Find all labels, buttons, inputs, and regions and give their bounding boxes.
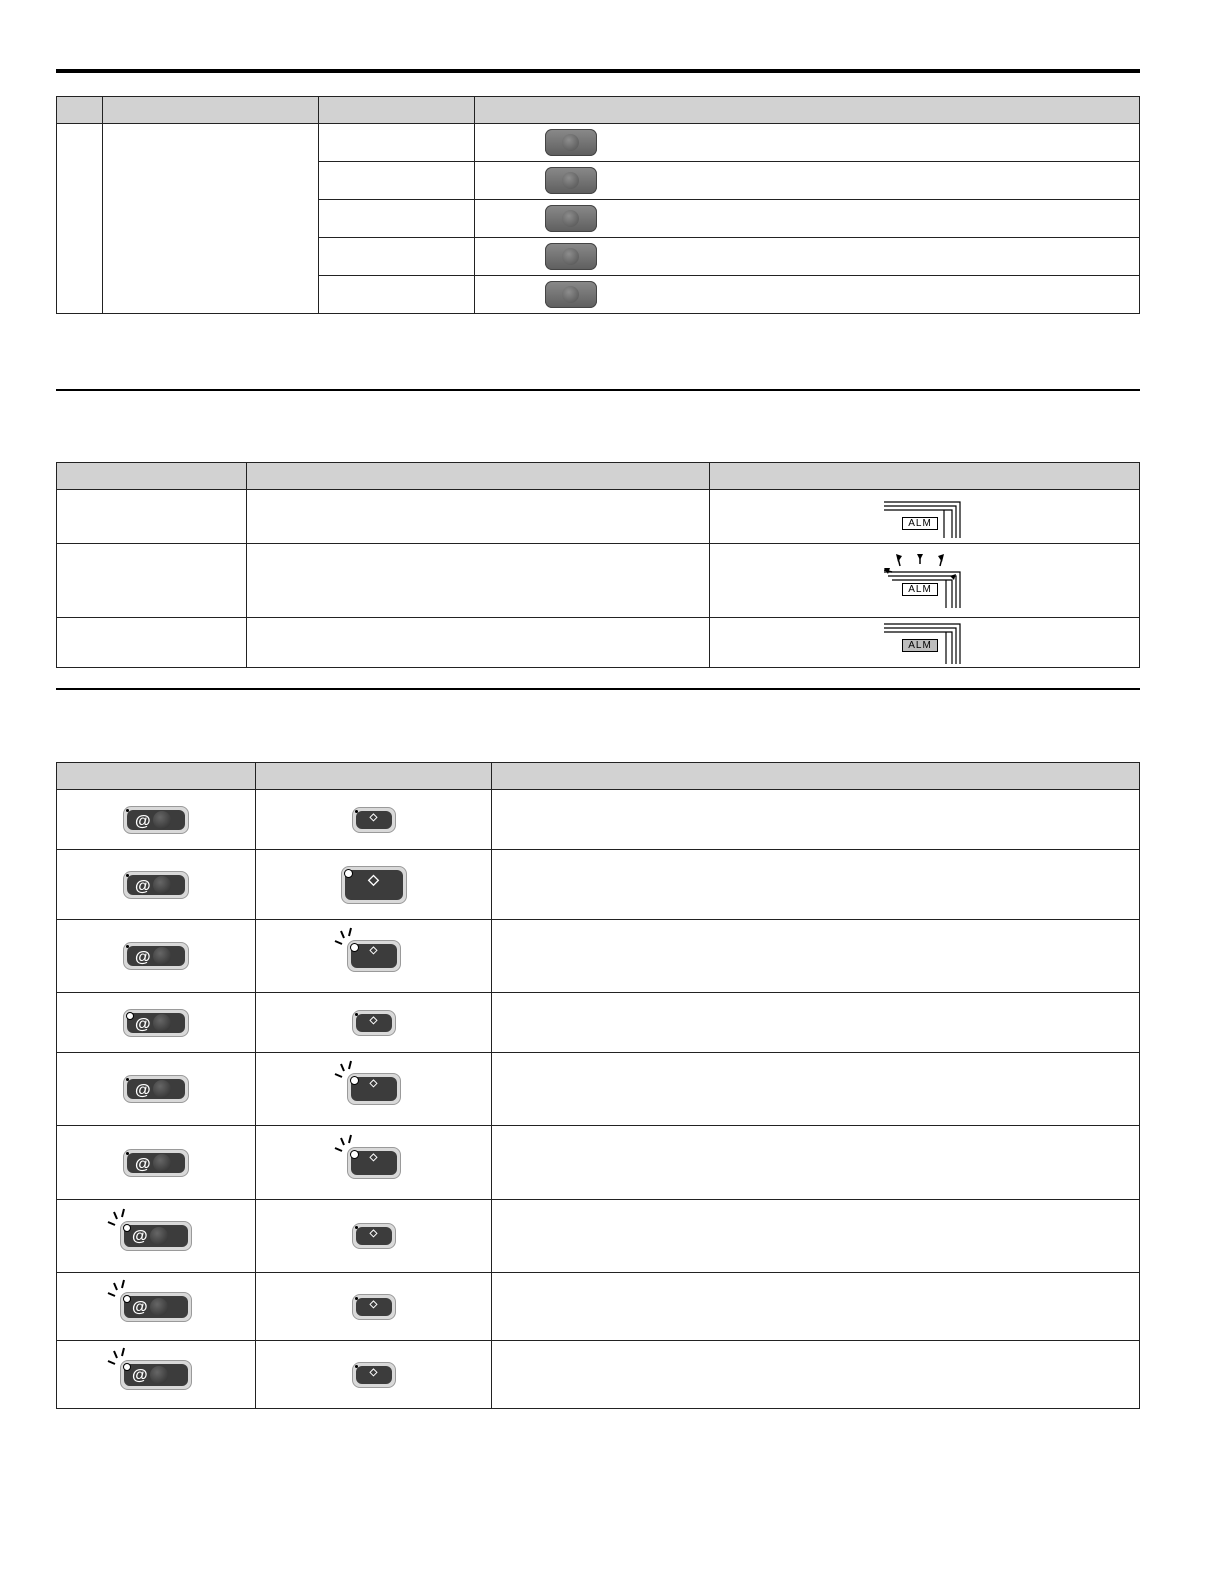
- stop-key-icon: [347, 1147, 401, 1179]
- stop-key-icon: [352, 1223, 396, 1249]
- header-cell: [247, 463, 710, 490]
- run-led-cell: [57, 790, 256, 850]
- led-key-icon: [545, 205, 597, 232]
- blinking-rays-icon: [105, 1279, 131, 1302]
- stop-led-dot: [355, 1226, 358, 1229]
- header-cell: [57, 463, 247, 490]
- run-stop-led-table: [56, 762, 1140, 1409]
- header-cell: [319, 97, 475, 124]
- stop-led-dot: [344, 869, 353, 878]
- run-symbol-icon: @: [135, 1015, 151, 1033]
- run-led-cell: [57, 1126, 256, 1200]
- table-row: [57, 1273, 1140, 1341]
- section-rule: [56, 389, 1140, 391]
- run-key-icon: [123, 1149, 189, 1177]
- run-led-cell: [57, 1200, 256, 1273]
- header-cell: [103, 97, 319, 124]
- stop-symbol-icon: ◇: [369, 1366, 378, 1378]
- description-cell: [492, 1273, 1140, 1341]
- table-cell: [57, 124, 103, 314]
- run-key-icon: [123, 871, 189, 899]
- table-cell: [57, 490, 247, 544]
- table-row: [57, 1053, 1140, 1126]
- run-symbol-icon: @: [135, 877, 151, 895]
- table-cell: [475, 238, 1140, 276]
- run-led-cell: [57, 1341, 256, 1409]
- alm-indicator-icon: [884, 552, 974, 610]
- table-cell: [319, 238, 475, 276]
- run-key-icon: [120, 1221, 192, 1251]
- header-cell: [57, 97, 103, 124]
- table-cell: [247, 490, 710, 544]
- description-cell: [492, 920, 1140, 993]
- stop-key-icon: [352, 1010, 396, 1036]
- run-led-cell: [57, 920, 256, 993]
- description-cell: [492, 993, 1140, 1053]
- header-cell: [57, 763, 256, 790]
- stop-symbol-icon: ◇: [369, 1078, 378, 1089]
- run-symbol-icon: @: [132, 1298, 148, 1316]
- stop-led-cell: [256, 1053, 492, 1126]
- stop-symbol-icon: ◇: [369, 1228, 378, 1239]
- blinking-rays-icon: [332, 1134, 358, 1157]
- stop-key-icon: [347, 1073, 401, 1105]
- description-cell: [492, 850, 1140, 920]
- table-cell: [710, 618, 1140, 668]
- table-row: [57, 850, 1140, 920]
- table-cell: [475, 124, 1140, 162]
- table-cell: [475, 162, 1140, 200]
- stop-symbol-icon: ◇: [369, 1151, 378, 1163]
- stop-led-cell: [256, 1126, 492, 1200]
- table-cell: [103, 124, 319, 314]
- stop-led-dot: [355, 1013, 358, 1016]
- table-cell: [710, 490, 1140, 544]
- run-symbol-icon: @: [135, 1155, 151, 1173]
- run-led-dot: [126, 1078, 129, 1081]
- description-cell: [492, 1126, 1140, 1200]
- blinking-rays-icon: [332, 1060, 358, 1083]
- table-cell: [710, 544, 1140, 618]
- run-key-icon: [123, 1075, 189, 1103]
- run-key-icon: [120, 1292, 192, 1322]
- stop-led-cell: [256, 1200, 492, 1273]
- run-key-icon: [123, 942, 189, 970]
- blinking-rays-icon: [332, 927, 358, 950]
- stop-led-dot: [355, 810, 358, 813]
- stop-led-cell: [256, 1273, 492, 1341]
- led-key-table: [56, 96, 1140, 314]
- stop-led-dot: [355, 1297, 358, 1300]
- table-row: [57, 790, 1140, 850]
- blinking-rays-icon: [105, 1208, 131, 1231]
- header-cell: [475, 97, 1140, 124]
- table-row: [57, 993, 1140, 1053]
- description-cell: [492, 1200, 1140, 1273]
- stop-key-icon: [352, 807, 396, 833]
- table-cell: [475, 276, 1140, 314]
- description-cell: [492, 790, 1140, 850]
- table-cell: [319, 124, 475, 162]
- run-key-icon: [123, 806, 189, 834]
- table-cell: [57, 544, 247, 618]
- stop-key-icon: [347, 940, 401, 972]
- run-led-cell: [57, 850, 256, 920]
- table-row: [57, 1341, 1140, 1409]
- led-key-icon: [545, 243, 597, 270]
- stop-symbol-icon: ◇: [369, 811, 378, 823]
- alm-led-table: [56, 462, 1140, 668]
- run-led-dot: [126, 945, 129, 948]
- stop-symbol-icon: ◇: [369, 1014, 378, 1026]
- run-symbol-icon: @: [135, 1082, 151, 1099]
- table-row: [57, 1126, 1140, 1200]
- stop-led-cell: [256, 993, 492, 1053]
- stop-led-dot: [355, 1365, 358, 1368]
- run-led-dot: [126, 809, 129, 812]
- stop-symbol-icon: ◇: [369, 945, 378, 956]
- blinking-rays-icon: [105, 1347, 131, 1370]
- description-cell: [492, 1053, 1140, 1126]
- header-rule: [56, 69, 1140, 73]
- stop-led-cell: [256, 920, 492, 993]
- led-key-icon: [545, 129, 597, 156]
- table-cell: [475, 200, 1140, 238]
- run-key-icon: [123, 1009, 189, 1037]
- run-led-dot: [126, 874, 129, 877]
- table-row: [57, 1200, 1140, 1273]
- stop-symbol-icon: ◇: [369, 1298, 378, 1310]
- table-cell: [247, 618, 710, 668]
- header-cell: [256, 763, 492, 790]
- run-symbol-icon: @: [132, 1228, 148, 1245]
- stop-led-cell: [256, 1341, 492, 1409]
- alm-indicator-icon: [884, 620, 974, 666]
- stop-key-icon: [352, 1362, 396, 1388]
- stop-key-icon: [352, 1294, 396, 1320]
- run-symbol-icon: @: [135, 812, 151, 830]
- run-symbol-icon: @: [132, 1366, 148, 1384]
- stop-led-cell: [256, 850, 492, 920]
- table-row: [57, 920, 1140, 993]
- table-cell: [319, 162, 475, 200]
- table-cell: [319, 200, 475, 238]
- stop-symbol-icon: ◇: [368, 870, 379, 887]
- run-led-dot: [126, 1012, 134, 1020]
- alm-indicator-icon: [884, 494, 974, 540]
- table-cell: [247, 544, 710, 618]
- run-symbol-icon: @: [135, 949, 151, 966]
- description-cell: [492, 1341, 1140, 1409]
- led-key-icon: [545, 281, 597, 308]
- header-cell: [710, 463, 1140, 490]
- table-cell: [57, 618, 247, 668]
- section-rule: [56, 688, 1140, 690]
- stop-led-cell: [256, 790, 492, 850]
- run-led-dot: [126, 1152, 129, 1155]
- alm-label: ALM: [902, 583, 938, 596]
- run-led-cell: [57, 993, 256, 1053]
- led-key-icon: [545, 167, 597, 194]
- table-cell: [319, 276, 475, 314]
- run-led-cell: [57, 1053, 256, 1126]
- alm-label: ALM: [902, 639, 938, 652]
- header-cell: [492, 763, 1140, 790]
- run-led-cell: [57, 1273, 256, 1341]
- alm-label: ALM: [902, 517, 938, 530]
- stop-key-icon: [341, 866, 407, 904]
- run-key-icon: [120, 1360, 192, 1390]
